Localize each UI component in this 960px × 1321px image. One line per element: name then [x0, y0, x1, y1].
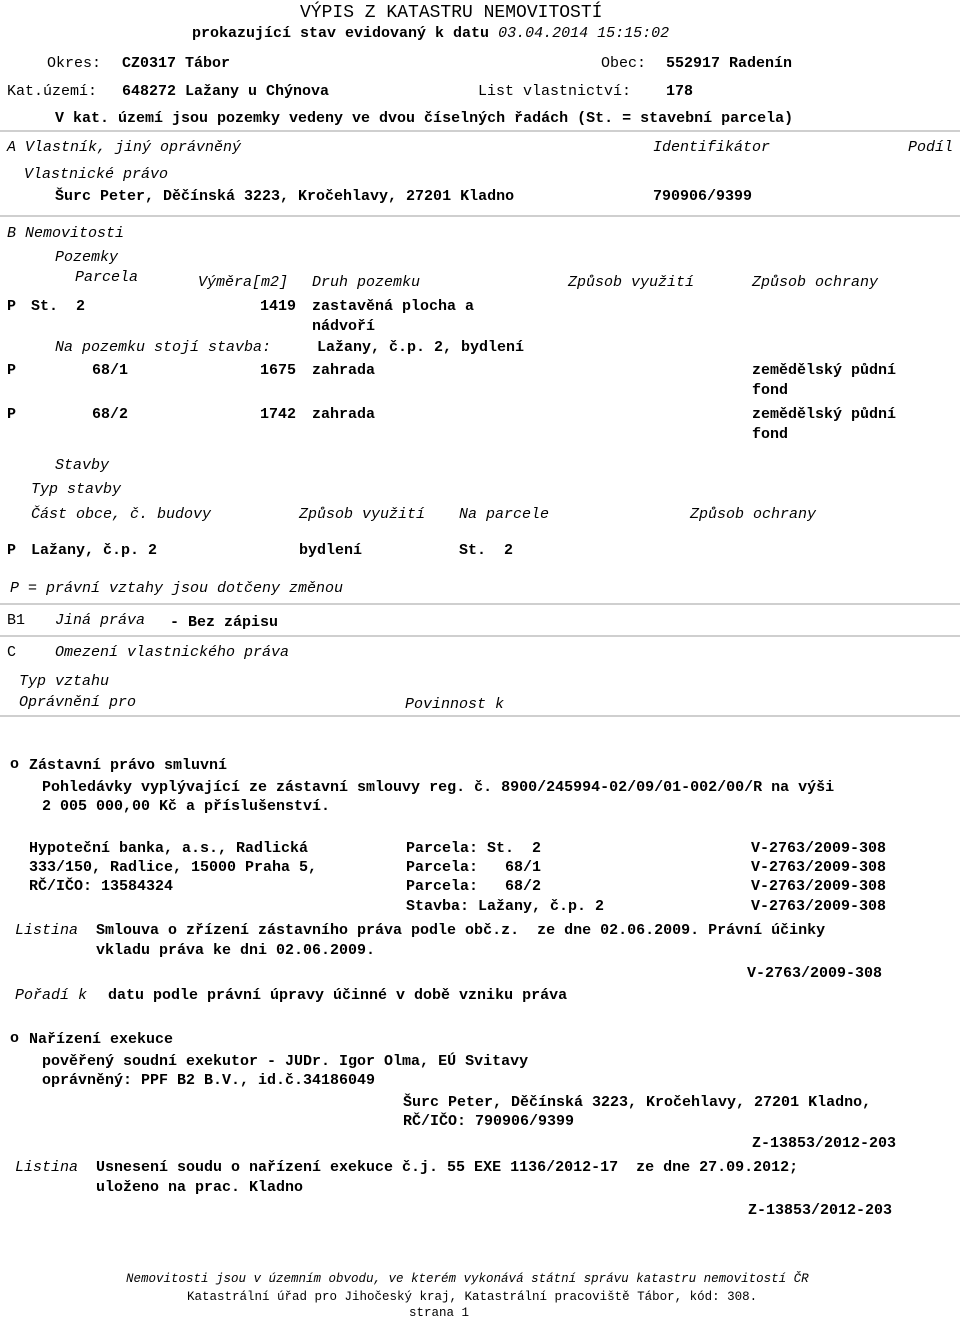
vlastnicke-pravo-label: Vlastnické právo — [24, 166, 169, 183]
divider — [0, 603, 960, 605]
parcel-row-druh-cont: nádvoří — [312, 318, 376, 335]
parcel-row-parcela: 68/2 — [92, 406, 129, 423]
divider — [0, 215, 960, 217]
legend: P = právní vztahy jsou dotčeny změnou — [10, 580, 344, 597]
lien-description: Pohledávky vyplývající ze zástavní smlouvy reg. č. 8900/245994-02/09/01-002/00/R na výši — [42, 779, 835, 796]
col-parcela: Parcela — [75, 269, 139, 286]
col-druh: Druh pozemku — [312, 274, 421, 291]
opravneni-pro-label: Oprávnění pro — [19, 694, 137, 711]
col-podil: Podíl — [908, 139, 954, 156]
parcel-row-ochrana-cont: fond — [752, 382, 789, 399]
parcel-row-vymera: 1419 — [260, 298, 297, 315]
col-vyuziti: Způsob využití — [568, 274, 695, 291]
building-row-flag: P — [7, 542, 17, 559]
creditor-line: 333/150, Radlice, 15000 Praha 5, — [29, 859, 318, 876]
listina-label: Listina — [15, 922, 79, 939]
creditor-line: RČ/IČO: 13584324 — [29, 878, 174, 895]
lien-item: Stavba: Lažany, č.p. 2 — [406, 898, 605, 915]
listina-label: Listina — [15, 1159, 79, 1176]
page-title: VÝPIS Z KATASTRU NEMOVITOSTÍ — [300, 3, 603, 23]
typ-vztahu-label: Typ vztahu — [19, 673, 110, 690]
povinnost-k-label: Povinnost k — [405, 696, 505, 713]
execution-listina-ref: Z-13853/2012-203 — [748, 1202, 893, 1219]
section-c-label: Omezení vlastnického práva — [55, 644, 290, 661]
execution-bullet: o — [10, 1030, 20, 1047]
parcel-row-flag: P — [7, 362, 17, 379]
pozemky-label: Pozemky — [55, 249, 119, 266]
lien-item: Parcela: 68/1 — [406, 859, 542, 876]
parcel-row-parcela: 68/1 — [92, 362, 129, 379]
subtitle-prefix: prokazující stav evidovaný k datu — [192, 25, 490, 42]
section-a-heading: A Vlastník, jiný oprávněný — [7, 139, 242, 156]
building-row-cast-obce: Lažany, č.p. 2 — [31, 542, 158, 559]
divider — [0, 635, 960, 637]
building-row-vyuziti: bydlení — [299, 542, 363, 559]
lv-label: List vlastnictví: — [478, 83, 632, 100]
lien-item-ref: V-2763/2009-308 — [751, 898, 887, 915]
obec-label: Obec: — [601, 55, 647, 72]
lien-item-ref: V-2763/2009-308 — [751, 878, 887, 895]
okres-value: CZ0317 Tábor — [122, 55, 231, 72]
katuzemi-value: 648272 Lažany u Chýnova — [122, 83, 330, 100]
parcel-row-druh: zahrada — [312, 406, 376, 423]
col-cast-obce: Část obce, č. budovy — [31, 506, 212, 523]
col-stavba-ochrana: Způsob ochrany — [690, 506, 817, 523]
lien-item-ref: V-2763/2009-308 — [751, 859, 887, 876]
creditor-line: Hypoteční banka, a.s., Radlická — [29, 840, 309, 857]
parcel-row-ochrana: zemědělský půdní — [752, 362, 897, 379]
stavby-label: Stavby — [55, 457, 110, 474]
parcel-row-flag: P — [7, 298, 17, 315]
lien-item: Parcela: 68/2 — [406, 878, 542, 895]
stavba-label: Na pozemku stojí stavba: — [55, 339, 272, 356]
lien-title: Zástavní právo smluvní — [29, 757, 228, 774]
execution-creditor: oprávněný: PPF B2 B.V., id.č.34186049 — [42, 1072, 376, 1089]
lien-item-ref: V-2763/2009-308 — [751, 840, 887, 857]
section-b1-value: - Bez zápisu — [170, 614, 279, 631]
footer-office: Katastrální úřad pro Jihočeský kraj, Katastrální pracoviště Tábor, kód: 308. — [187, 1290, 758, 1304]
subtitle — [192, 24, 669, 43]
section-c-code: C — [7, 644, 17, 661]
col-stavba-vyuziti: Způsob využití — [299, 506, 426, 523]
subtitle-date: 03.04.2014 15:15:02 — [498, 25, 670, 42]
execution-title: Nařízení exekuce — [29, 1031, 174, 1048]
lv-value: 178 — [666, 83, 694, 100]
execution-ref: Z-13853/2012-203 — [752, 1135, 897, 1152]
col-identifikator: Identifikátor — [653, 139, 771, 156]
poradi-value: datu podle právní úpravy účinné v době vzniku práva — [108, 987, 568, 1004]
poradi-label: Pořadí k — [15, 987, 88, 1004]
listina-text: Usnesení soudu o nařízení exekuce č.j. 55 EXE 1136/2012-17 ze dne 27.09.2012; — [96, 1159, 799, 1176]
parcel-row-ochrana: zemědělský půdní — [752, 406, 897, 423]
lien-description-cont: 2 005 000,00 Kč a příslušenství. — [42, 798, 331, 815]
parcel-row-vymera: 1675 — [260, 362, 297, 379]
header-note: V kat. území jsou pozemky vedeny ve dvou číselných řadách (St. = stavební parcela) — [55, 110, 794, 127]
okres-label: Okres: — [47, 55, 102, 72]
katuzemi-label: Kat.území: — [7, 83, 98, 100]
parcel-row-druh: zastavěná plocha a — [312, 298, 475, 315]
execution-debtor-id: RČ/IČO: 790906/9399 — [403, 1113, 575, 1130]
section-b1-code: B1 — [7, 612, 26, 629]
parcel-row-parcela: St. 2 — [31, 298, 86, 315]
owner-name: Šurc Peter, Děčínská 3223, Kročehlavy, 27201 Kladno — [55, 188, 515, 205]
footer-line: Nemovitosti jsou v územním obvodu, ve kterém vykonává státní správu katastru nemovitostí ČR — [126, 1272, 809, 1286]
owner-id: 790906/9399 — [653, 188, 753, 205]
listina-text-cont: vkladu práva ke dni 02.06.2009. — [96, 942, 376, 959]
section-b1-label: Jiná práva — [55, 612, 146, 629]
obec-value: 552917 Radenín — [666, 55, 793, 72]
stavba-value: Lažany, č.p. 2, bydlení — [317, 339, 525, 356]
col-ochrana: Způsob ochrany — [752, 274, 879, 291]
listina-ref: V-2763/2009-308 — [747, 965, 883, 982]
section-b-heading: B Nemovitosti — [7, 225, 125, 242]
lien-bullet: o — [10, 756, 20, 773]
listina-text-cont: uloženo na prac. Kladno — [96, 1179, 304, 1196]
parcel-row-druh: zahrada — [312, 362, 376, 379]
divider — [0, 130, 960, 132]
building-row-parcela: St. 2 — [459, 542, 514, 559]
parcel-row-flag: P — [7, 406, 17, 423]
typ-stavby-label: Typ stavby — [31, 481, 122, 498]
lien-item: Parcela: St. 2 — [406, 840, 542, 857]
parcel-row-vymera: 1742 — [260, 406, 297, 423]
execution-executor: pověřený soudní exekutor - JUDr. Igor Olma, EÚ Svitavy — [42, 1053, 529, 1070]
col-vymera: Výměra[m2] — [198, 274, 289, 291]
parcel-row-ochrana-cont: fond — [752, 426, 789, 443]
execution-debtor: Šurc Peter, Děčínská 3223, Kročehlavy, 27201 Kladno, — [403, 1094, 872, 1111]
listina-text: Smlouva o zřízení zástavního práva podle obč.z. ze dne 02.06.2009. Právní účinky — [96, 922, 826, 939]
col-na-parcele: Na parcele — [459, 506, 550, 523]
page-number: strana 1 — [409, 1306, 470, 1320]
divider — [0, 715, 960, 717]
